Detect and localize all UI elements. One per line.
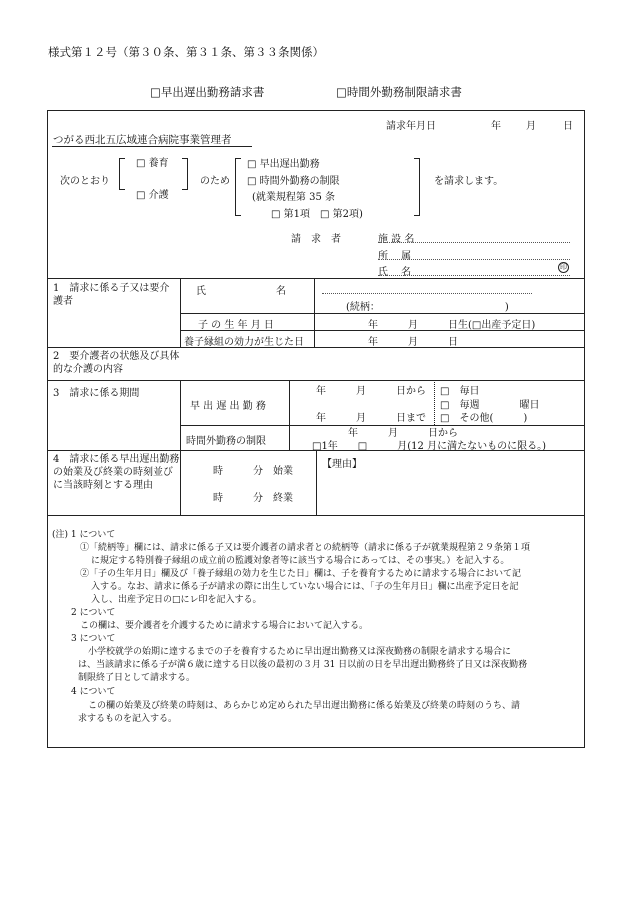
note-2-line-2: 入する。なお、請求に係る子が請求の際に出生していない場合には、「子の生年月日」欄に出産予定日を記 [91,582,519,592]
relation-field[interactable]: (続柄： ) [346,302,509,313]
name-label: 氏 名 [378,267,412,278]
period-from-field[interactable]: 年 月 日から [316,386,426,397]
col-line-dotted [434,380,435,425]
requester-label: 請 求 者 [291,234,341,245]
request-date-month[interactable]: 月 [526,121,536,132]
request-date-day[interactable]: 日 [563,121,573,132]
option-other[interactable]: □ その他( ) [440,413,528,424]
right-bracket [182,158,188,190]
row-line-1a [180,313,585,314]
row-line-3 [47,380,585,381]
option-early-late[interactable]: □ 早出遅出勤務 [247,159,320,170]
section1-title: 1 請求に係る子又は要介護者 [53,283,170,307]
col-line-2 [180,380,181,515]
birth-date-label: 子 の 生 年 月 日 [198,320,274,331]
notes-head: (注) 1 について [52,530,116,540]
reason-label: 【理由】 [322,459,362,470]
option-daily[interactable]: □ 毎日 [440,386,480,397]
title-overtime-limit-request: □時間外勤務制限請求書 [336,85,462,99]
form-number: 様式第１２号（第３０条、第３１条、第３３条関係） [48,45,324,59]
note-3-line-1: 小学校就学の始期に達するまでの子を養育するために早出遅出勤務又は深夜勤務の制限を請求する場合に [88,647,512,657]
section3-title: 3 請求に係る期間 [53,388,140,399]
birth-date-field[interactable]: 年 月 日生(□出産予定日) [368,320,536,331]
request-date-label: 請求年月日 [386,121,436,132]
col-line-3 [289,380,290,450]
child-name-field[interactable] [322,293,532,294]
overtime-limit-period-label: 時間外勤務の制限 [186,436,266,447]
request-date-year[interactable]: 年 [491,121,501,132]
right-bracket-2 [414,158,420,216]
note-4-line-1: この欄の始業及び終業の時刻は、あらかじめ定められた早出遅出勤務に係る始業及び終業の時刻のうち、請 [88,701,521,711]
adoption-date-label: 養子縁組の効力が生じた日 [184,337,304,348]
department-field[interactable] [378,259,570,260]
note-3-head: 3 について [71,634,116,644]
note-2-text: この欄は、要介護者を介護するために請求する場合において記入する。 [80,621,369,631]
section4-title: 4 請求に係る早出遅出勤務の始業及び終業の時刻並びに当該時刻とする理由 [53,454,180,491]
title-early-late-request: □早出遅出勤務請求書 [150,85,265,99]
start-time-field[interactable]: 時 分 始業 [213,466,293,477]
row-line-1 [47,278,585,279]
facility-label: 施 設 名 [378,234,415,245]
overtime-period-options[interactable]: □1年 □ 月(12 月に満たないものに限る。) [312,441,546,452]
early-late-period-label: 早 出 遅 出 勤 務 [190,401,266,412]
statement-suffix: を請求します。 [434,176,504,187]
option-weekly[interactable]: □ 毎週 曜日 [440,400,540,411]
note-2-line-1: ②「子の生年月日」欄及び「養子縁組の効力を生じた日」欄は、子を養育するために請求する場合において記 [80,569,522,579]
note-4-head: 4 について [71,687,116,697]
col-line-1b [314,278,315,347]
adoption-date-field[interactable]: 年 月 日 [368,337,458,348]
name-field[interactable] [378,275,570,276]
department-label: 所 属 [378,251,412,262]
overtime-from-field[interactable]: 年 月 日から [348,428,458,439]
left-bracket-2 [235,158,241,216]
note-4-line-2: 求するものを記入する。 [78,714,178,724]
col-line-4 [316,450,317,515]
note-3-line-3: 制限終了日として請求する。 [78,673,196,683]
col-line-1 [180,278,181,347]
note-3-line-2: は、当該請求に係る子が満６歳に達する日以後の最初の３月 31 日以前の日を早出遅出勤務終了日又は深夜勤務 [78,660,528,670]
section2-title: 2 要介護者の状態及び具体的な介護の内容 [53,351,180,375]
row-line-5 [47,515,585,516]
child-name-label: 氏 名 [196,286,286,297]
addressee: つがる西北五広域連合病院事業管理者 [53,134,232,146]
statement-prefix: 次のとおり [60,176,110,187]
note-2-line-3: 入し、出産予定日の□にレ印を記入する。 [91,595,262,605]
period-to-field[interactable]: 年 月 日まで [316,413,426,424]
note-2-head: 2 について [71,608,116,618]
row-line-2 [47,347,585,348]
left-bracket [119,158,125,190]
option-nursing[interactable]: □ 介護 [136,190,169,201]
seal-icon: 印 [560,263,567,271]
facility-field[interactable] [378,242,570,243]
option-overtime-limit[interactable]: □ 時間外勤務の制限 [247,176,340,187]
care-content-field[interactable] [185,350,580,378]
end-time-field[interactable]: 時 分 終業 [213,493,293,504]
for-purpose: のため [200,176,230,187]
addressee-underline [52,146,252,147]
rule-reference: (就業規程第 35 条 [252,192,335,203]
paragraph-options[interactable]: □ 第1項 □ 第2項) [271,209,363,220]
note-1-line-1: ①「続柄等」欄には、請求に係る子又は要介護者の請求者との続柄等（請求に係る子が就業規程第２９条第１項 [80,543,531,553]
option-childcare[interactable]: □ 養育 [136,158,169,169]
note-1-line-2: に規定する特別養子縁組の成立前の監護対象者等に該当する場合にあっては、その事実。）を記入する。 [91,556,510,566]
